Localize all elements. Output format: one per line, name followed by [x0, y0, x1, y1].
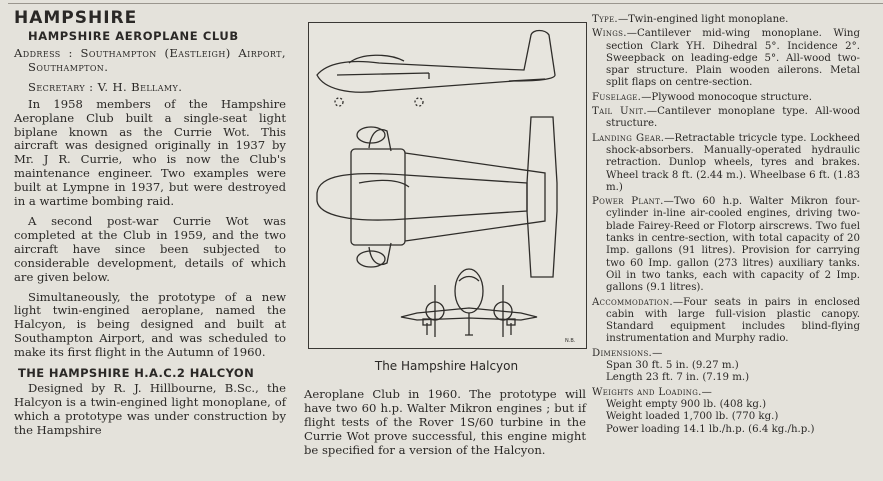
spec-accom-text: —Four seats in pairs in enclosed cabin with large full-vision plastic canopy. Standard equipment includes blind-flying instrumentation and Murphy radio.	[606, 296, 860, 345]
side-view	[317, 31, 555, 107]
halcyon-heading: THE HAMPSHIRE H.A.C.2 HALCYON	[18, 366, 255, 381]
weights-list	[592, 399, 860, 436]
plan-view	[317, 117, 557, 277]
paragraph-5: Aeroplane Club in 1960. The prototype will have two 60 h.p. Walter Mikron engines ; but if flight tests of the Rover 1S/60 turbine in the Currie Wot prove successful, this engine might be specified for a version of the Halcyon.	[304, 387, 586, 457]
spec-tail-text: —Cantilever monoplane type. All-wood structure.	[606, 106, 860, 130]
spec-power-text: —Two 60 h.p. Walter Mikron four-cylinder in-line air-cooled engines, driving two-blade Fairey-Reed or Flotorp airscrews. Two fuel tanks in centre-section, with total capacity of 20 Imp. gallons (91 litres). Provision for carrying two 60 Imp. gallon (273 litres) auxiliary tanks. Oil in two tanks, each with capacity of 2 Imp. gallons (9.1 litres).	[606, 196, 860, 294]
club-secretary: Secretary : V. H. Bellamy.	[28, 79, 183, 94]
paragraph-2: A second post-war Currie Wot was completed at the Club in 1959, and the two aircraft have since been subjected to considerable development, details of which are given below.	[14, 213, 286, 284]
spec-wings	[592, 28, 860, 89]
spec-power-label: Power Plant.	[592, 196, 664, 208]
spec-fuselage-text: —Plywood monocoque structure.	[641, 91, 812, 103]
spec-weight-loaded: Weight loaded 1,700 lb. (770 kg.)	[606, 411, 779, 423]
column-3-specifications	[592, 14, 860, 436]
spec-accom-label: Accommodation.	[592, 296, 673, 308]
spec-tail-label: Tail Unit.	[592, 106, 647, 118]
halcyon-drawing	[308, 22, 587, 349]
figure-caption: The Hampshire Halcyon	[374, 359, 519, 373]
spec-fuselage-label: Fuselage.	[592, 91, 642, 103]
spec-span: Span 30 ft. 5 in. (9.27 m.)	[606, 360, 739, 372]
club-heading: HAMPSHIRE AEROPLANE CLUB	[28, 29, 239, 43]
spec-landing-text: —Retractable tricycle type. Lockheed shock-absorbers. Manually-operated hydraulic retraction. Dunlop wheels, tyres and brakes. Wheel track 8 ft. (2.44 m.). Wheelbase 6 ft. (1.83 m.)	[606, 132, 860, 193]
paragraph-4: Designed by R. J. Hillbourne, B.Sc., the Halcyon is a twin-engined light monoplane, of which a prototype was under construction by the Hampshire	[14, 381, 286, 437]
paragraph-3: Simultaneously, the prototype of a new light twin-engined aeroplane, named the Halcyon, is being designed and built at Southampton Airport, and was scheduled to make its first flight in the Autumn of 1960.	[14, 289, 286, 360]
spec-wings-label: Wings.	[592, 28, 627, 40]
front-view	[401, 269, 537, 337]
spec-weight-empty: Weight empty 900 lb. (408 kg.)	[606, 398, 767, 410]
three-view-drawing	[309, 23, 586, 348]
spec-length: Length 23 ft. 7 in. (7.19 m.)	[606, 372, 750, 384]
spec-landing-gear	[592, 133, 860, 194]
spec-type-label: Type.	[592, 14, 618, 25]
spec-wings-text: —Cantilever mid-wing monoplane. Wing section Clark YH. Dihedral 5°. Incidence 2°. Sweepback on leading-edge 5°. All-wood two-spar structure. Plain wooden ailerons. Metal split flaps on centre-section.	[606, 28, 860, 89]
county-heading: HAMPSHIRE	[14, 8, 138, 28]
spec-tail	[592, 106, 860, 131]
spec-type-text: —Twin-engined light monoplane.	[617, 14, 789, 25]
column-1	[14, 8, 286, 438]
dimensions-list	[592, 360, 860, 385]
spec-type	[592, 14, 860, 26]
club-address: Address : Southampton (Eastleigh) Airport, Southampton.	[14, 46, 286, 74]
spec-power-plant	[592, 196, 860, 294]
spec-weights-text: —	[701, 386, 712, 398]
spec-fuselage	[592, 92, 860, 104]
spec-weights	[592, 387, 860, 399]
spec-landing-label: Landing Gear.	[592, 132, 665, 144]
paragraph-1: In 1958 members of the Hampshire Aeroplane Club built a single-seat light biplane known as the Currie Wot. This aircraft was designed originally in 1937 by Mr. J R. Currie, who is now the Club's maintenance engineer. Two examples were built at Lympne in 1937, but were destroyed in a wartime bombing raid.	[14, 96, 286, 209]
top-rule	[8, 3, 883, 4]
spec-dims-text: —	[652, 347, 663, 359]
spec-dims-label: Dimensions.	[592, 347, 653, 359]
spec-dimensions	[592, 348, 860, 360]
figure-mark: N.B.	[565, 338, 576, 344]
spec-power-loading: Power loading 14.1 lb./h.p. (6.4 kg./h.p.)	[606, 423, 815, 435]
spec-weights-label: Weights and Loading.	[592, 386, 702, 398]
spec-accommodation	[592, 297, 860, 346]
